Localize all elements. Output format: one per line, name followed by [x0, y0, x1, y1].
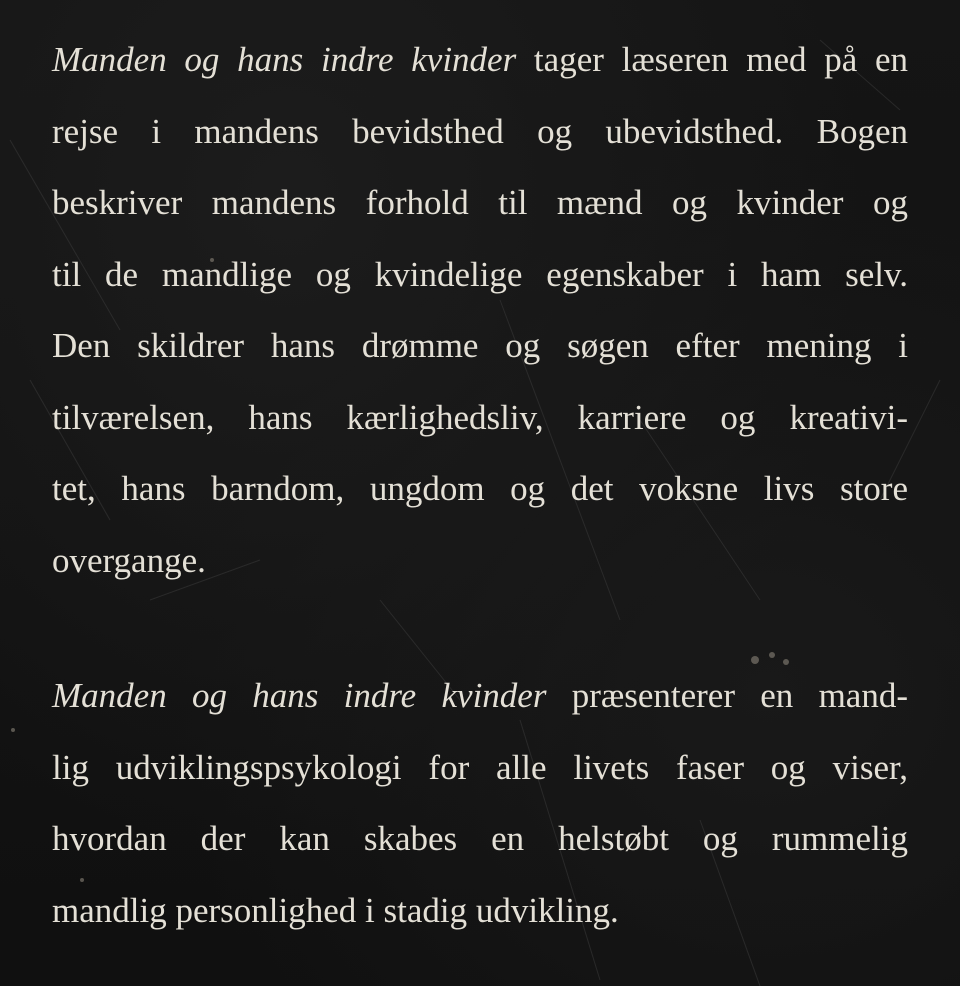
text-line: Den skildrer hans drømme og søgen efter mening i: [52, 326, 908, 365]
text-line: [52, 24, 908, 96]
text-line: lig udviklingspsykologi for alle livets faser og viser,: [52, 747, 908, 787]
text-line-rest: tager læseren med på en: [516, 40, 908, 79]
text-line: tilværelsen, hans kærlighedsliv, karriere og kreativi-: [52, 397, 908, 437]
paragraph-summary: [52, 660, 908, 946]
paragraph-intro: [52, 24, 908, 596]
book-title-inline: Manden og hans indre kvinder: [52, 676, 547, 715]
text-line: til de mandlige og kvindelige egenskaber i ham selv.: [52, 254, 908, 294]
text-line: tet, hans barndom, ungdom og det voksne livs store: [52, 469, 908, 508]
text-line: [52, 660, 908, 732]
text-line: mandlig personlighed i stadig udvikling.: [52, 890, 619, 930]
text-line: hvordan der kan skabes en helstøbt og rummelig: [52, 819, 908, 858]
text-line: beskriver mandens forhold til mænd og kvinder og: [52, 183, 908, 222]
book-title-inline: Manden og hans indre kvinder: [52, 40, 517, 79]
text-line-rest: præsenterer en mand-: [546, 676, 908, 715]
text-line: overgange.: [52, 540, 206, 580]
text-line: rejse i mandens bevidsthed og ubevidsthed. Bogen: [52, 111, 908, 151]
